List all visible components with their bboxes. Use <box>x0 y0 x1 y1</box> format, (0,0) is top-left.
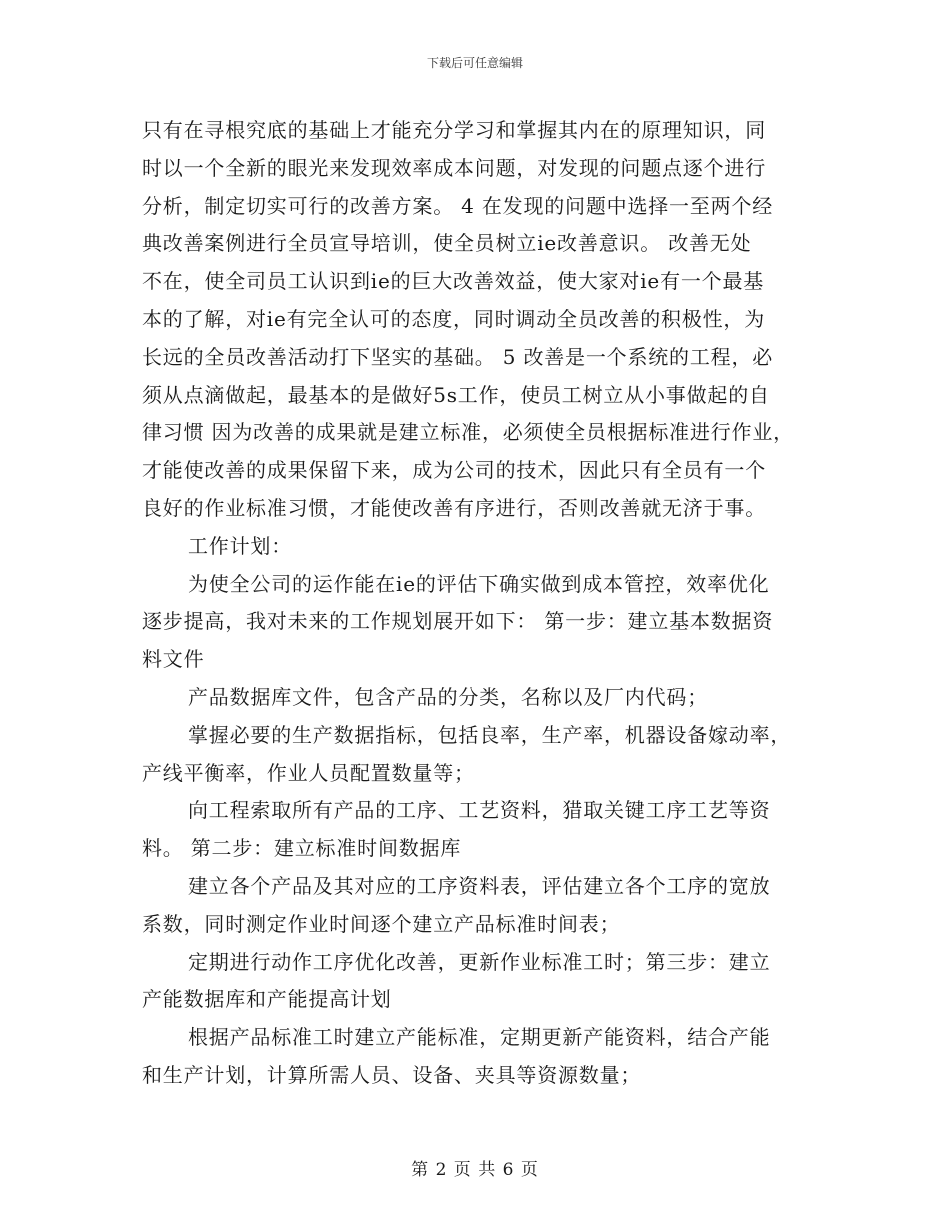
text-line: 工作计划： <box>188 533 292 558</box>
text-line: 逐步提高，我对未来的工作规划展开如下： 第一步：建立基本数据资 <box>142 609 774 634</box>
text-line: 分析，制定切实可行的改善方案。 4 在发现的问题中选择一至两个经 <box>142 193 774 218</box>
page-header: 下载后可任意编辑 <box>426 56 523 70</box>
text-line: 须从点滴做起，最基本的是做好5s工作，使员工树立从小事做起的自 <box>142 382 770 407</box>
text-line: 料文件 <box>142 647 205 672</box>
text-line: 时以一个全新的眼光来发现效率成本问题，对发现的问题点逐个进行 <box>142 155 766 180</box>
text-line: 不在，使全司员工认识到ie的巨大改善效益，使大家对ie有一个最基 <box>142 269 765 294</box>
page-number-footer: 第 2 页 共 6 页 <box>411 1160 539 1180</box>
text-line: 定期进行动作工序优化改善，更新作业标准工时；第三步：建立 <box>188 949 771 974</box>
text-line: 律习惯 因为改善的成果就是建立标准，必须使全员根据标准进行作业， <box>142 420 794 445</box>
text-line: 本的了解，对ie有完全认可的态度，同时调动全员改善的积极性，为 <box>142 306 766 331</box>
text-line: 长远的全员改善活动打下坚实的基础。 5 改善是一个系统的工程，必 <box>142 344 774 369</box>
text-line: 掌握必要的生产数据指标，包括良率，生产率，机器设备嫁动率， <box>188 722 792 747</box>
text-line: 系数，同时测定作业时间逐个建立产品标准时间表； <box>142 911 621 936</box>
text-line: 产能数据库和产能提高计划 <box>142 987 392 1012</box>
text-line: 建立各个产品及其对应的工序资料表，评估建立各个工序的宽放 <box>188 873 771 898</box>
text-line: 只有在寻根究底的基础上才能充分学习和掌握其内在的原理知识，同 <box>142 118 766 142</box>
text-line: 产品数据库文件，包含产品的分类，名称以及厂内代码； <box>188 684 708 709</box>
text-line: 典改善案例进行全员宣导培训，使全员树立ie改善意识。 改善无处 <box>142 231 752 256</box>
text-line: 为使全公司的运作能在ie的评估下确实做到成本管控，效率优化 <box>188 571 770 596</box>
text-line: 和生产计划，计算所需人员、设备、夹具等资源数量； <box>142 1062 642 1087</box>
text-line: 产线平衡率，作业人员配置数量等； <box>142 760 475 785</box>
text-line: 向工程索取所有产品的工序、工艺资料，猎取关键工序工艺等资 <box>188 798 771 823</box>
document-body <box>142 112 814 1095</box>
text-line: 料。 第二步：建立标准时间数据库 <box>142 836 462 861</box>
text-line: 良好的作业标准习惯，才能使改善有序进行，否则改善就无济于事。 <box>142 495 766 520</box>
text-line: 根据产品标准工时建立产能标准，定期更新产能资料，结合产能 <box>188 1025 771 1050</box>
text-line: 才能使改善的成果保留下来，成为公司的技术，因此只有全员有一个 <box>142 458 766 483</box>
